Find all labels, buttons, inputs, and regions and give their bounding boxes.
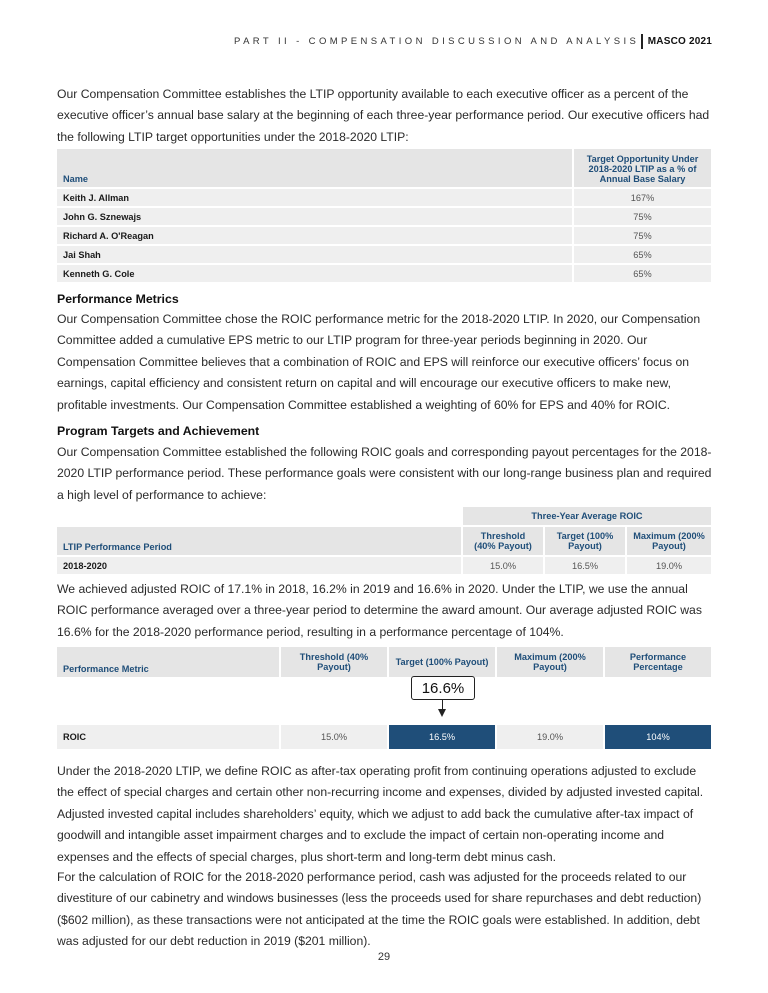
header-divider xyxy=(641,34,643,49)
col-target-header: Target Opportunity Under 2018-2020 LTIP as a % of Annual Base Salary xyxy=(572,149,711,187)
col-maximum-header: Maximum (200% Payout) xyxy=(495,647,603,677)
program-targets-paragraph: Our Compensation Committee established the following ROIC goals and corresponding payout percentages for the 2018-2020 LTIP performance period. These performance goals were consistent with our long-range business plan and required a high level of performance to achieve: xyxy=(57,445,712,502)
table-row: Keith J. Allman 167% xyxy=(57,189,711,206)
col-threshold-header: Threshold (40% Payout) xyxy=(461,527,543,555)
achieved-paragraph: We achieved adjusted ROIC of 17.1% in 2018, 16.2% in 2019 and 16.6% in 2020. Under the LTIP, we use the annual ROIC performance averaged over a three-year period to determine the award amount. Our average adjusted ROIC was 16.6% for the 2018-2020 performance period, resulting in a performance percentage of 104%. xyxy=(57,582,702,639)
intro-paragraph: Our Compensation Committee establishes the LTIP opportunity available to each executive officer as a percent of the executive officer’s annual base salary at the beginning of each three-year performance period. Our executive officers had the following LTIP target opportunities under the 2018-2020 LTIP: xyxy=(57,87,710,144)
col-period-header: LTIP Performance Period xyxy=(57,527,461,555)
table-row: John G. Sznewajs 75% xyxy=(57,208,711,225)
col-name-header: Name xyxy=(57,149,572,187)
col-maximum-header: Maximum (200% Payout) xyxy=(625,527,711,555)
roic-definition-paragraph: Under the 2018-2020 LTIP, we define ROIC as after-tax operating profit from continuing operations adjusted to exclude the effect of special charges and certain other non-recurring income and expenses, divided by adjusted invested capital. Adjusted invested capital includes shareholders’ equity, which we adjust to add back the cumulative after-tax impact of goodwill and intangible asset impairment charges and to exclude the impact of certain non-operating income and expenses and the effects of special charges, plus short-term and long-term debt minus cash. xyxy=(57,764,704,864)
performance-metrics-heading: Performance Metrics xyxy=(57,292,179,306)
three-year-roic-header: Three-Year Average ROIC xyxy=(461,507,711,525)
page-number: 29 xyxy=(377,951,391,963)
roic-calculation-paragraph: For the calculation of ROIC for the 2018-2020 performance period, cash was adjusted for the proceeds related to our divestiture of our cabinetry and windows businesses (less the proceeds used for share repurchases and debt reduction) ($602 million), as these transactions were not anticipated at the time the ROIC goals were established. In addition, debt was adjusted for our debt reduction in 2019 ($201 million). xyxy=(57,870,702,949)
brand-name: MASCO 2021 xyxy=(647,36,712,47)
performance-metrics-paragraph: Our Compensation Committee chose the ROIC performance metric for the 2018-2020 LTIP. In 2020, our Compensation Committee added a cumulative EPS metric to our LTIP program for three-year periods beginning in 2020. Our Compensation Committee believes that a combination of ROIC and EPS will reinforce our executive officers’ focus on earnings, capital efficiency and consistent return on capital and will encourage our executive officers to make new, profitable investments. Our Compensation Committee established a weighting of 60% for EPS and 40% for ROIC. xyxy=(57,312,701,412)
ltip-target-table xyxy=(57,147,711,284)
table-row: Richard A. O'Reagan 75% xyxy=(57,227,711,244)
col-metric-header: Performance Metric xyxy=(57,647,279,677)
table-row: Kenneth G. Cole 65% xyxy=(57,265,711,282)
roic-goals-table xyxy=(57,505,711,576)
roic-achievement-table xyxy=(57,645,711,751)
col-target-header: Target (100% Payout) xyxy=(387,647,495,677)
table-row: Jai Shah 65% xyxy=(57,246,711,263)
table-row: 2018-2020 15.0% 16.5% 19.0% xyxy=(57,557,711,574)
col-target-header: Target (100% Payout) xyxy=(543,527,625,555)
col-percentage-header: Performance Percentage xyxy=(603,647,711,677)
col-threshold-header: Threshold (40% Payout) xyxy=(279,647,387,677)
table-row: ROIC 15.0% 16.5% 19.0% 104% xyxy=(57,725,711,749)
page-header xyxy=(234,34,712,49)
actual-roic-callout: 16.6% xyxy=(411,676,475,700)
program-targets-heading: Program Targets and Achievement xyxy=(57,424,260,438)
section-title: PART II - COMPENSATION DISCUSSION AND ANALYSIS xyxy=(234,36,640,47)
percentage-cell-highlight: 104% xyxy=(603,725,711,749)
target-cell-highlight: 16.5% xyxy=(387,725,495,749)
arrow-down-icon xyxy=(438,709,446,717)
